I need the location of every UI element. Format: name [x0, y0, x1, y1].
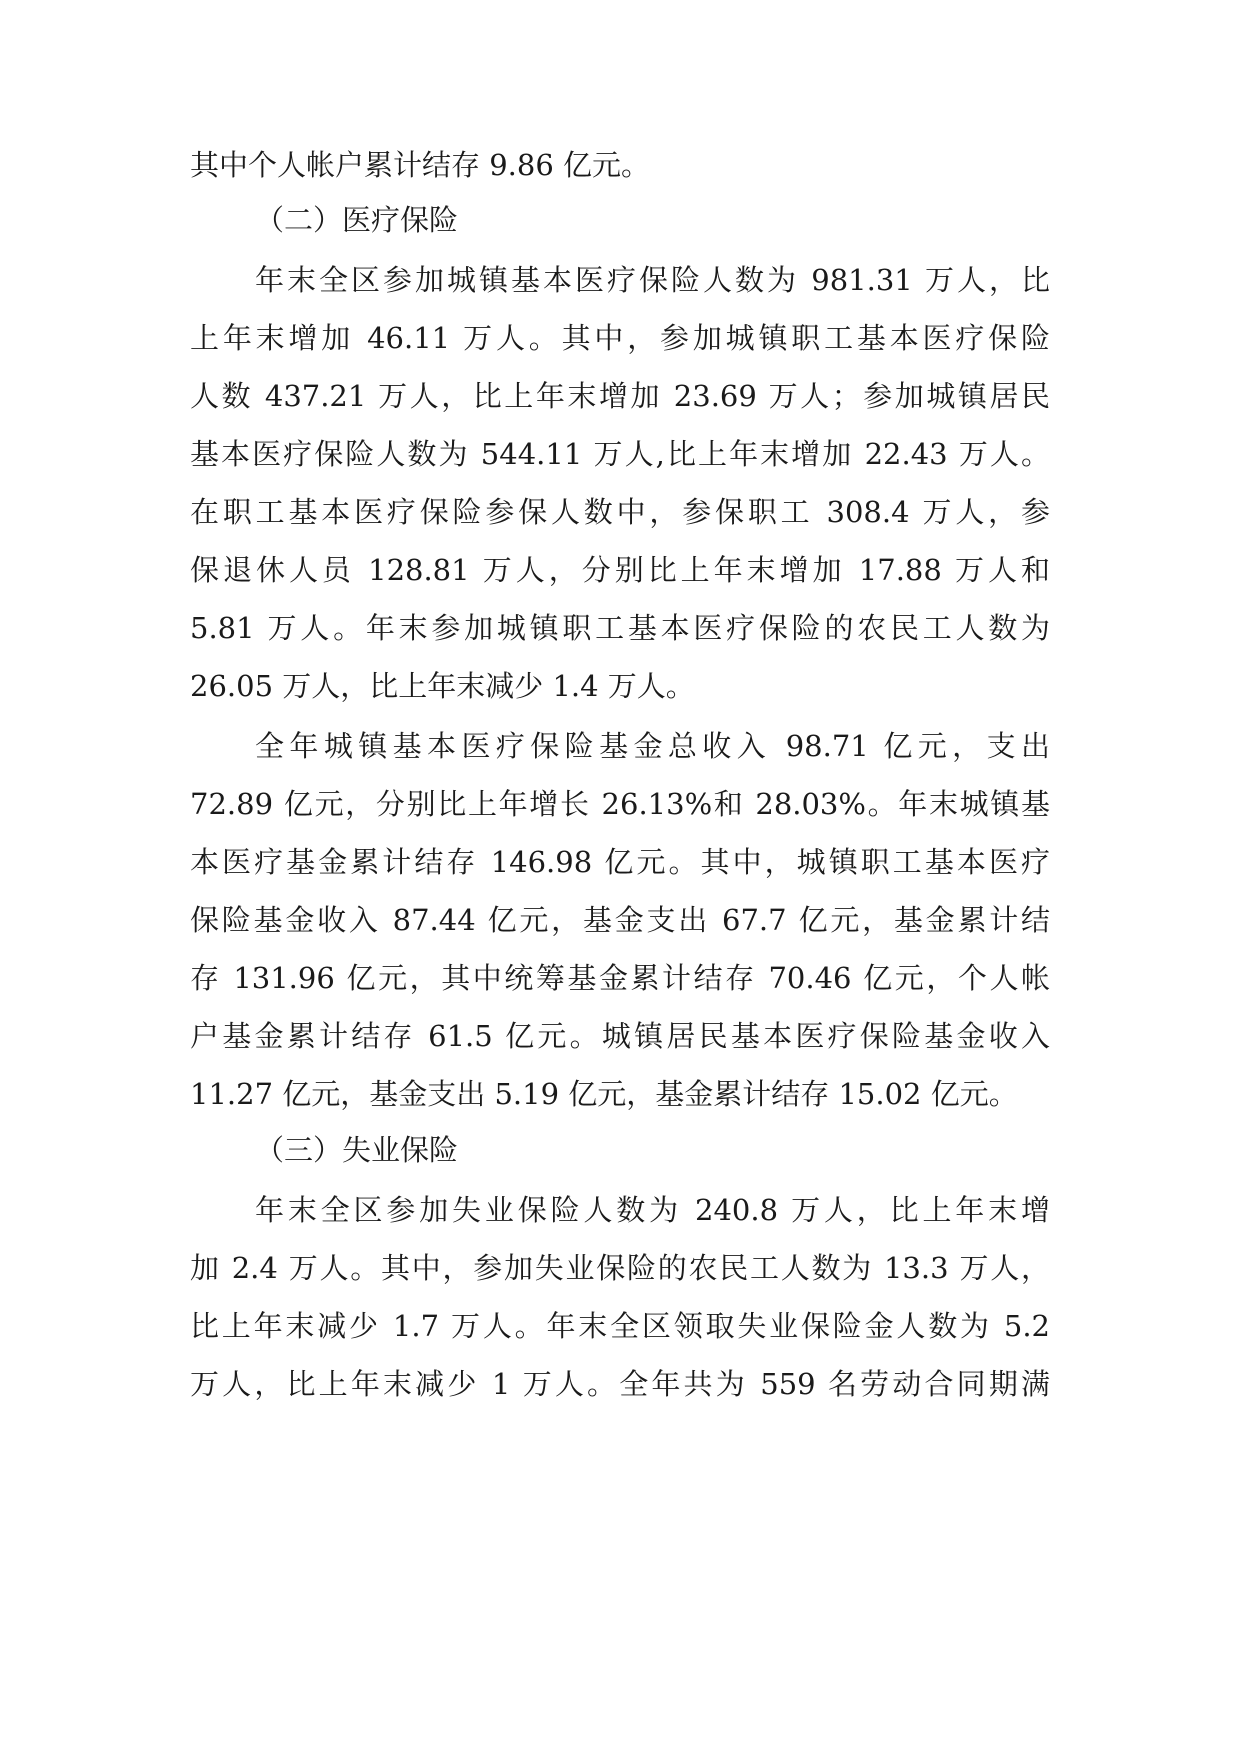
- text-line: 年末全区参加失业保险人数为 240.8 万人，比上年末增: [255, 1193, 1050, 1227]
- text-line: 上年末增加 46.11 万人。其中，参加城镇职工基本医疗保险: [190, 321, 1050, 355]
- text-line: 5.81 万人。年末参加城镇职工基本医疗保险的农民工人数为: [190, 611, 1050, 645]
- section-heading-medical-insurance: （二）医疗保险: [255, 203, 459, 237]
- text-line: 其中个人帐户累计结存 9.86 亿元。: [190, 148, 651, 182]
- text-line: 加 2.4 万人。其中，参加失业保险的农民工人数为 13.3 万人，: [190, 1251, 1050, 1285]
- text-line: 保险基金收入 87.44 亿元，基金支出 67.7 亿元，基金累计结: [190, 903, 1050, 937]
- text-line: 万人，比上年末减少 1 万人。全年共为 559 名劳动合同期满: [190, 1367, 1050, 1401]
- text-line: 人数 437.21 万人，比上年末增加 23.69 万人；参加城镇居民: [190, 379, 1050, 413]
- text-line: 年末全区参加城镇基本医疗保险人数为 981.31 万人，比: [255, 263, 1050, 297]
- text-line: 本医疗基金累计结存 146.98 亿元。其中，城镇职工基本医疗: [190, 845, 1050, 879]
- text-line: 72.89 亿元，分别比上年增长 26.13%和 28.03%。年末城镇基: [190, 787, 1050, 821]
- text-line: 11.27 亿元，基金支出 5.19 亿元，基金累计结存 15.02 亿元。: [190, 1077, 1018, 1111]
- section-heading-unemployment-insurance: （三）失业保险: [255, 1133, 459, 1167]
- text-line: 存 131.96 亿元，其中统筹基金累计结存 70.46 亿元，个人帐: [190, 961, 1050, 995]
- text-line: 全年城镇基本医疗保险基金总收入 98.71 亿元，支出: [255, 729, 1050, 763]
- text-line: 保退休人员 128.81 万人，分别比上年末增加 17.88 万人和: [190, 553, 1050, 587]
- text-line: 比上年末减少 1.7 万人。年末全区领取失业保险金人数为 5.2: [190, 1309, 1050, 1343]
- text-line: 基本医疗保险人数为 544.11 万人,比上年末增加 22.43 万人。: [190, 437, 1050, 471]
- text-line: 26.05 万人，比上年末减少 1.4 万人。: [190, 669, 695, 703]
- text-line: 在职工基本医疗保险参保人数中，参保职工 308.4 万人，参: [190, 495, 1050, 529]
- text-line: 户基金累计结存 61.5 亿元。城镇居民基本医疗保险基金收入: [190, 1019, 1050, 1053]
